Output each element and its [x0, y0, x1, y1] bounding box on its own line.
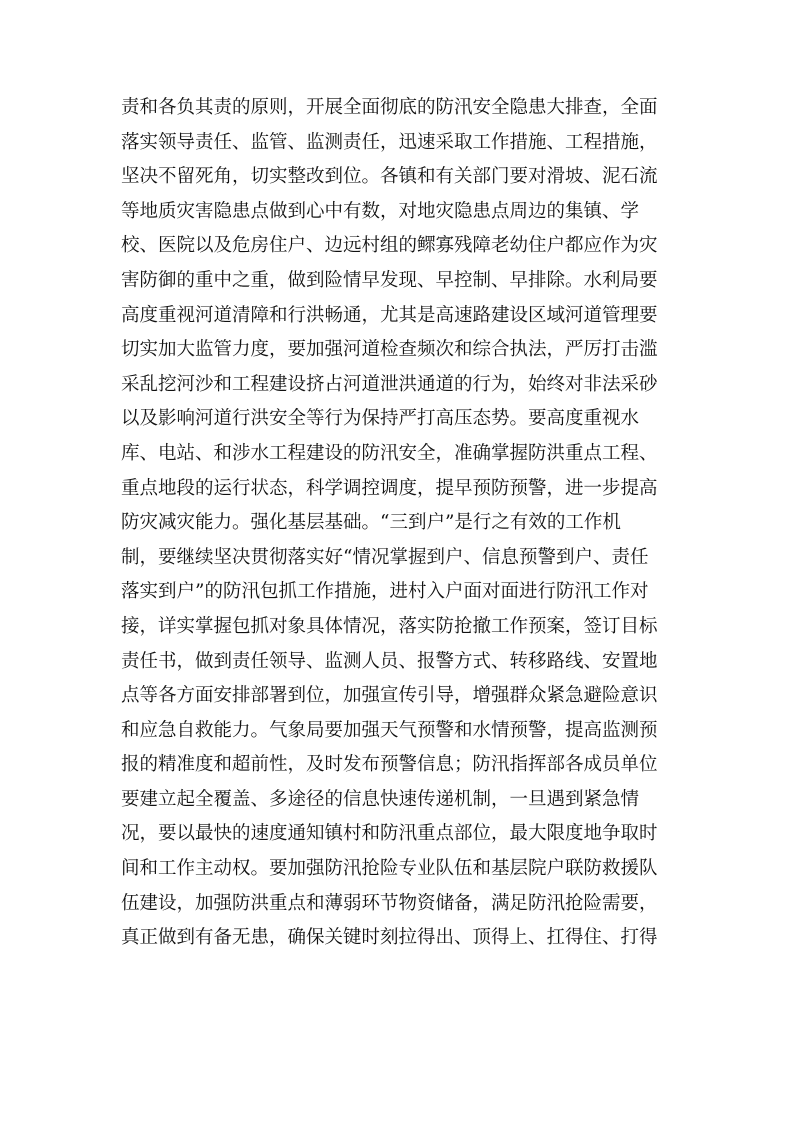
text-line-16: 接，详实掌握包抓对象具体情况，落实防抢撤工作预案，签订目标 — [121, 615, 658, 637]
text-line-7: 高度重视河道清障和行洪畅通，尤其是高速路建设区域河道管理要 — [121, 304, 658, 326]
text-line-4: 等地质灾害隐患点做到心中有数，对地灾隐患点周边的集镇、学 — [121, 200, 640, 222]
text-line-13: 防灾减灾能力。强化基层基础。“三到户”是行之有效的工作机 — [121, 512, 621, 534]
text-line-2: 落实领导责任、监管、监测责任，迅速采取工作措施、工程措施， — [121, 131, 658, 153]
text-line-14: 制，要继续坚决贯彻落实好“情况掌握到户、信息预警到户、责任 — [121, 546, 649, 568]
text-line-23: 间和工作主动权。要加强防汛抢险专业队伍和基层院户联防救援队 — [121, 858, 658, 880]
text-line-17: 责任书，做到责任领导、监测人员、报警方式、转移路线、安置地 — [121, 650, 658, 672]
text-line-6: 害防御的重中之重，做到险情早发现、早控制、早排除。水利局要 — [121, 269, 658, 291]
body-text — [121, 91, 681, 956]
text-line-22: 况，要以最快的速度通知镇村和防汛重点部位，最大限度地争取时 — [121, 823, 658, 845]
text-line-18: 点等各方面安排部署到位，加强宣传引导，增强群众紧急避险意识 — [121, 685, 658, 707]
text-line-9: 采乱挖河沙和工程建设挤占河道泄洪通道的行为，始终对非法采砂 — [121, 373, 658, 395]
text-line-21: 要建立起全覆盖、多途径的信息快速传递机制，一旦遇到紧急情 — [121, 788, 640, 810]
text-line-10: 以及影响河道行洪安全等行为保持严打高压态势。要高度重视水 — [121, 408, 640, 430]
text-line-3: 坚决不留死角，切实整改到位。各镇和有关部门要对滑坡、泥石流 — [121, 166, 658, 188]
text-line-11: 库、电站、和涉水工程建设的防汛安全，准确掌握防洪重点工程、 — [121, 442, 658, 464]
text-line-15: 落实到户”的防汛包抓工作措施，进村入户面对面进行防汛工作对 — [121, 581, 649, 603]
text-line-25: 真正做到有备无患，确保关键时刻拉得出、顶得上、扛得住、打得 — [121, 927, 658, 949]
text-line-5: 校、医院以及危房住户、边远村组的鳏寡残障老幼住户都应作为灾 — [121, 235, 658, 257]
text-line-19: 和应急自救能力。气象局要加强天气预警和水情预警，提高监测预 — [121, 719, 658, 741]
text-line-20: 报的精准度和超前性，及时发布预警信息；防汛指挥部各成员单位 — [121, 754, 658, 776]
text-line-24: 伍建设，加强防洪重点和薄弱环节物资储备，满足防汛抢险需要， — [121, 892, 658, 914]
text-line-12: 重点地段的运行状态，科学调控调度，提早预防预警，进一步提高 — [121, 477, 658, 499]
text-line-8: 切实加大监管力度，要加强河道检查频次和综合执法，严厉打击滥 — [121, 339, 658, 361]
text-line-1: 责和各负其责的原则，开展全面彻底的防汛安全隐患大排查，全面 — [121, 97, 658, 118]
